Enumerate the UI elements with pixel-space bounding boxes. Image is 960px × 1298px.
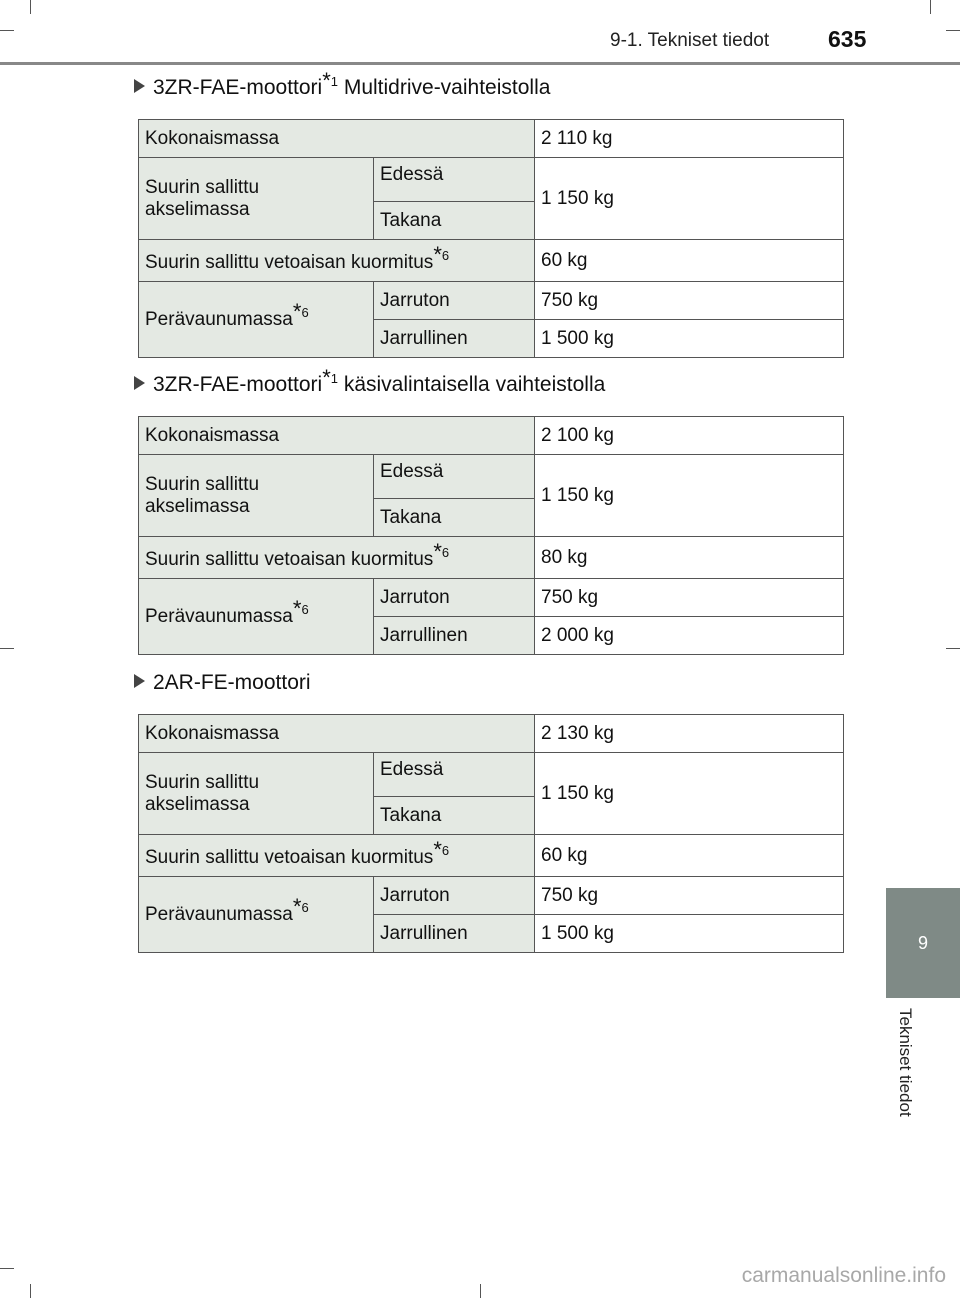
braked-label: Jarrullinen xyxy=(374,320,535,358)
rear-label: Takana xyxy=(374,797,535,835)
crop-mark xyxy=(930,0,931,14)
table-row xyxy=(139,120,844,158)
front-label: Edessä xyxy=(374,158,535,202)
towbar-load-sup: 6 xyxy=(441,843,450,859)
trailer-mass-sup: 6 xyxy=(301,602,309,618)
towbar-load-label xyxy=(139,537,535,579)
triangle-bullet-icon xyxy=(134,376,145,390)
section-title xyxy=(134,365,606,397)
spec-table xyxy=(138,119,844,358)
axle-mass-label: Suurin sallittu akselimassa xyxy=(139,158,374,240)
towbar-load-label xyxy=(139,240,535,282)
towbar-load-text: Suurin sallittu vetoaisan kuormitus xyxy=(145,548,434,570)
unbraked-value: 750 kg xyxy=(535,877,844,915)
front-label: Edessä xyxy=(374,753,535,797)
total-mass-value: 2 110 kg xyxy=(535,120,844,158)
unbraked-label: Jarruton xyxy=(374,877,535,915)
section-title xyxy=(134,671,311,695)
table-row xyxy=(139,240,844,282)
crop-mark xyxy=(0,30,14,31)
triangle-bullet-icon xyxy=(134,79,145,93)
crop-mark xyxy=(30,0,31,14)
towbar-load-text: Suurin sallittu vetoaisan kuormitus xyxy=(145,846,434,868)
table-row xyxy=(139,455,844,499)
chapter-tab-label: Tekniset tiedot xyxy=(896,1008,915,1117)
towbar-load-value: 60 kg xyxy=(535,835,844,877)
axle-mass-label: Suurin sallittu akselimassa xyxy=(139,753,374,835)
section-title-main: 3ZR-FAE-moottori xyxy=(153,373,323,396)
section-title-rest: käsivalintaisella vaihteistolla xyxy=(338,373,606,396)
page-number: 635 xyxy=(828,26,867,52)
crop-mark xyxy=(0,648,14,649)
trailer-mass-text: Perävaunumassa xyxy=(145,903,293,925)
trailer-mass-label xyxy=(139,579,374,655)
towbar-load-text: Suurin sallittu vetoaisan kuormitus xyxy=(145,251,434,273)
total-mass-label: Kokonaismassa xyxy=(139,417,535,455)
towbar-load-sup: 6 xyxy=(441,248,450,264)
braked-label: Jarrullinen xyxy=(374,915,535,953)
axle-mass-label: Suurin sallittu akselimassa xyxy=(139,455,374,537)
towbar-load-value: 80 kg xyxy=(535,537,844,579)
braked-label: Jarrullinen xyxy=(374,617,535,655)
section-title-rest: Multidrive-vaihteistolla xyxy=(338,76,551,99)
total-mass-label: Kokonaismassa xyxy=(139,120,535,158)
table-row xyxy=(139,417,844,455)
asterisk-icon: * xyxy=(433,837,442,863)
trailer-mass-label xyxy=(139,877,374,953)
crop-mark xyxy=(480,1284,481,1298)
asterisk-icon: * xyxy=(433,539,442,565)
total-mass-value: 2 130 kg xyxy=(535,715,844,753)
watermark: carmanualsonline.info xyxy=(741,1264,946,1287)
section-title-main: 2AR-FE-moottori xyxy=(153,671,311,694)
section-title-sup: 1 xyxy=(330,371,338,386)
trailer-mass-sup: 6 xyxy=(301,305,309,321)
header-section-title: 9-1. Tekniset tiedot xyxy=(610,30,770,51)
section-title-main: 3ZR-FAE-moottori xyxy=(153,76,323,99)
table-row xyxy=(139,715,844,753)
rear-label: Takana xyxy=(374,202,535,240)
braked-value: 2 000 kg xyxy=(535,617,844,655)
front-label: Edessä xyxy=(374,455,535,499)
total-mass-label: Kokonaismassa xyxy=(139,715,535,753)
braked-value: 1 500 kg xyxy=(535,320,844,358)
header-divider xyxy=(0,62,960,65)
unbraked-label: Jarruton xyxy=(374,579,535,617)
asterisk-icon: * xyxy=(322,365,331,390)
table-row xyxy=(139,282,844,320)
trailer-mass-text: Perävaunumassa xyxy=(145,308,293,330)
spec-table xyxy=(138,416,844,655)
unbraked-label: Jarruton xyxy=(374,282,535,320)
unbraked-value: 750 kg xyxy=(535,579,844,617)
crop-mark xyxy=(946,648,960,649)
towbar-load-label xyxy=(139,835,535,877)
total-mass-value: 2 100 kg xyxy=(535,417,844,455)
crop-mark xyxy=(946,30,960,31)
section-title-sup: 1 xyxy=(330,74,338,89)
table-row xyxy=(139,537,844,579)
table-row xyxy=(139,158,844,202)
axle-mass-value: 1 150 kg xyxy=(535,455,844,537)
rear-label: Takana xyxy=(374,499,535,537)
trailer-mass-label xyxy=(139,282,374,358)
spec-table xyxy=(138,714,844,953)
asterisk-icon: * xyxy=(292,894,302,920)
towbar-load-value: 60 kg xyxy=(535,240,844,282)
table-row xyxy=(139,877,844,915)
towbar-load-sup: 6 xyxy=(441,545,450,561)
table-row xyxy=(139,753,844,797)
crop-mark xyxy=(0,1268,14,1269)
asterisk-icon: * xyxy=(433,242,442,268)
axle-mass-value: 1 150 kg xyxy=(535,753,844,835)
table-row xyxy=(139,579,844,617)
crop-mark xyxy=(30,1284,31,1298)
braked-value: 1 500 kg xyxy=(535,915,844,953)
table-row xyxy=(139,835,844,877)
unbraked-value: 750 kg xyxy=(535,282,844,320)
asterisk-icon: * xyxy=(292,299,302,325)
triangle-bullet-icon xyxy=(134,674,145,688)
axle-mass-value: 1 150 kg xyxy=(535,158,844,240)
asterisk-icon: * xyxy=(292,596,302,622)
chapter-tab: 9 xyxy=(886,888,960,998)
asterisk-icon: * xyxy=(322,68,331,93)
trailer-mass-sup: 6 xyxy=(301,900,309,916)
section-title xyxy=(134,68,551,100)
trailer-mass-text: Perävaunumassa xyxy=(145,605,293,627)
